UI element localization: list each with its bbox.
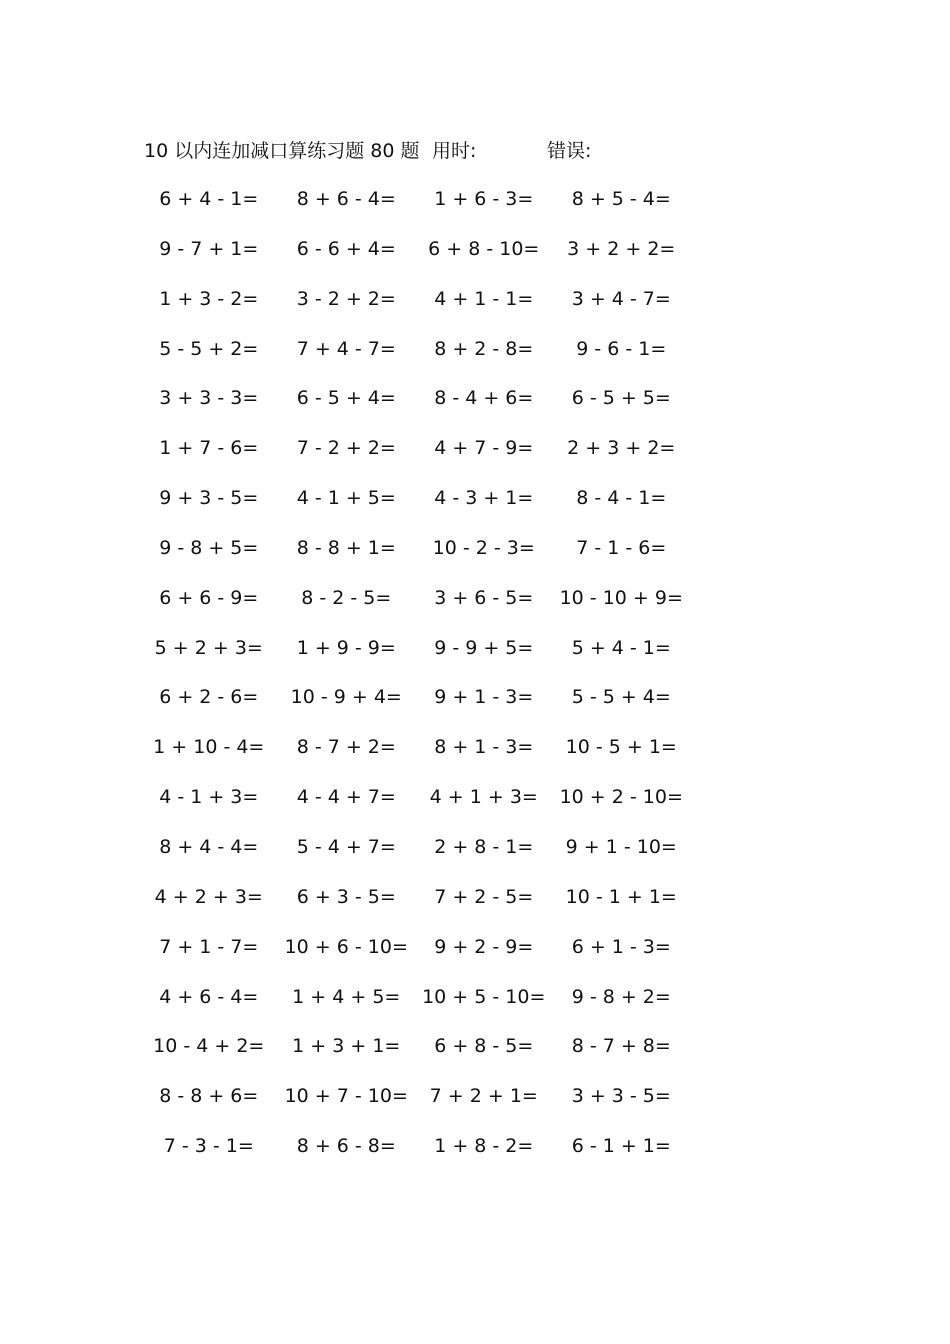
arithmetic-problem: 7 - 2 + 2= — [296, 437, 396, 460]
arithmetic-problem: 7 + 1 - 7= — [159, 935, 259, 958]
arithmetic-problem: 6 + 2 - 6= — [159, 686, 259, 709]
arithmetic-problem: 6 - 5 + 4= — [296, 387, 396, 410]
arithmetic-problem: 8 - 2 - 5= — [301, 586, 392, 609]
arithmetic-problem: 3 + 3 - 3= — [159, 387, 259, 410]
problem-row — [140, 933, 690, 983]
problem-row — [140, 1082, 690, 1132]
arithmetic-problem: 8 + 1 - 3= — [434, 736, 534, 759]
arithmetic-problem: 10 + 5 - 10= — [422, 985, 546, 1008]
arithmetic-problem: 3 - 2 + 2= — [296, 287, 396, 310]
arithmetic-problem: 9 - 8 + 2= — [571, 985, 671, 1008]
arithmetic-problem: 9 - 9 + 5= — [434, 636, 534, 659]
problem-row — [140, 883, 690, 933]
arithmetic-problem: 1 + 8 - 2= — [434, 1135, 534, 1158]
arithmetic-problem: 4 + 2 + 3= — [154, 885, 263, 908]
arithmetic-problem: 8 - 7 + 2= — [296, 736, 396, 759]
problem-row — [140, 434, 690, 484]
arithmetic-problem: 5 - 5 + 4= — [571, 686, 671, 709]
arithmetic-problem: 7 - 1 - 6= — [576, 536, 667, 559]
arithmetic-problem: 8 + 4 - 4= — [159, 835, 259, 858]
arithmetic-problem: 9 - 7 + 1= — [159, 237, 259, 260]
arithmetic-problem: 10 - 10 + 9= — [559, 586, 683, 609]
problem-row — [140, 285, 690, 335]
arithmetic-problem: 1 + 3 - 2= — [159, 287, 259, 310]
arithmetic-problem: 4 - 3 + 1= — [434, 487, 534, 510]
arithmetic-problem: 8 + 2 - 8= — [434, 337, 534, 360]
arithmetic-problem: 9 - 8 + 5= — [159, 536, 259, 559]
arithmetic-problem: 1 + 6 - 3= — [434, 188, 534, 210]
arithmetic-problem: 6 + 1 - 3= — [571, 935, 671, 958]
arithmetic-problem: 10 - 5 + 1= — [565, 736, 677, 759]
problem-row — [140, 185, 690, 235]
arithmetic-problem: 5 + 2 + 3= — [154, 636, 263, 659]
arithmetic-problem: 6 - 6 + 4= — [296, 237, 396, 260]
arithmetic-problem: 5 - 5 + 2= — [159, 337, 259, 360]
arithmetic-problem: 1 + 9 - 9= — [296, 636, 396, 659]
problem-row — [140, 634, 690, 684]
time-used-label: 用时: — [432, 140, 477, 162]
arithmetic-problem: 7 + 2 - 5= — [434, 885, 534, 908]
arithmetic-problem: 6 - 5 + 5= — [571, 387, 671, 410]
arithmetic-problem: 9 + 1 - 10= — [565, 835, 677, 858]
problem-row — [140, 1032, 690, 1082]
arithmetic-problem: 6 + 3 - 5= — [296, 885, 396, 908]
arithmetic-problem: 9 + 2 - 9= — [434, 935, 534, 958]
problem-grid — [140, 185, 690, 1182]
arithmetic-problem: 10 + 2 - 10= — [559, 786, 683, 809]
arithmetic-problem: 1 + 3 + 1= — [292, 1035, 401, 1058]
problem-row — [140, 584, 690, 634]
problem-row — [140, 833, 690, 883]
arithmetic-problem: 4 + 1 - 1= — [434, 287, 534, 310]
arithmetic-problem: 10 - 9 + 4= — [290, 686, 402, 709]
problem-row — [140, 384, 690, 434]
arithmetic-problem: 6 - 1 + 1= — [571, 1135, 671, 1158]
arithmetic-problem: 4 + 6 - 4= — [159, 985, 259, 1008]
worksheet-header — [0, 137, 950, 165]
arithmetic-problem: 7 - 3 - 1= — [163, 1135, 254, 1158]
arithmetic-problem: 1 + 4 + 5= — [292, 985, 401, 1008]
problem-row — [140, 534, 690, 584]
arithmetic-problem: 5 + 4 - 1= — [571, 636, 671, 659]
worksheet-title: 10 以内连加减口算练习题 80 题 — [144, 140, 420, 162]
arithmetic-problem: 7 + 2 + 1= — [429, 1085, 538, 1108]
arithmetic-problem: 8 + 6 - 4= — [296, 188, 396, 210]
arithmetic-problem: 10 - 1 + 1= — [565, 885, 677, 908]
problem-row — [140, 484, 690, 534]
arithmetic-problem: 9 + 3 - 5= — [159, 487, 259, 510]
arithmetic-problem: 3 + 6 - 5= — [434, 586, 534, 609]
problem-row — [140, 335, 690, 385]
arithmetic-problem: 8 - 8 + 6= — [159, 1085, 259, 1108]
arithmetic-problem: 1 + 7 - 6= — [159, 437, 259, 460]
arithmetic-problem: 10 - 2 - 3= — [432, 536, 535, 559]
arithmetic-problem: 8 + 5 - 4= — [571, 188, 671, 210]
arithmetic-problem: 6 + 4 - 1= — [159, 188, 259, 210]
arithmetic-problem: 8 - 4 - 1= — [576, 487, 667, 510]
arithmetic-problem: 6 + 8 - 5= — [434, 1035, 534, 1058]
problem-row — [140, 235, 690, 285]
arithmetic-problem: 8 - 8 + 1= — [296, 536, 396, 559]
arithmetic-problem: 10 + 6 - 10= — [284, 935, 408, 958]
arithmetic-problem: 8 - 7 + 8= — [571, 1035, 671, 1058]
arithmetic-problem: 4 - 1 + 5= — [296, 487, 396, 510]
arithmetic-problem: 4 - 1 + 3= — [159, 786, 259, 809]
arithmetic-problem: 8 + 6 - 8= — [296, 1135, 396, 1158]
arithmetic-problem: 3 + 3 - 5= — [571, 1085, 671, 1108]
problem-row — [140, 983, 690, 1033]
problem-row — [140, 733, 690, 783]
arithmetic-problem: 10 + 7 - 10= — [284, 1085, 408, 1108]
arithmetic-problem: 8 - 4 + 6= — [434, 387, 534, 410]
arithmetic-problem: 4 - 4 + 7= — [296, 786, 396, 809]
arithmetic-problem: 10 - 4 + 2= — [153, 1035, 265, 1058]
arithmetic-problem: 9 + 1 - 3= — [434, 686, 534, 709]
arithmetic-problem: 4 + 7 - 9= — [434, 437, 534, 460]
arithmetic-problem: 6 + 6 - 9= — [159, 586, 259, 609]
arithmetic-problem: 5 - 4 + 7= — [296, 835, 396, 858]
arithmetic-problem: 1 + 10 - 4= — [153, 736, 265, 759]
problem-row — [140, 1132, 690, 1182]
arithmetic-problem: 2 + 3 + 2= — [567, 437, 676, 460]
arithmetic-problem: 3 + 2 + 2= — [567, 237, 676, 260]
arithmetic-problem: 6 + 8 - 10= — [428, 237, 540, 260]
problem-row — [140, 783, 690, 833]
arithmetic-problem: 2 + 8 - 1= — [434, 835, 534, 858]
arithmetic-problem: 3 + 4 - 7= — [571, 287, 671, 310]
problem-row — [140, 683, 690, 733]
arithmetic-problem: 4 + 1 + 3= — [429, 786, 538, 809]
errors-label: 错误: — [547, 140, 592, 162]
arithmetic-problem: 7 + 4 - 7= — [296, 337, 396, 360]
arithmetic-problem: 9 - 6 - 1= — [576, 337, 667, 360]
